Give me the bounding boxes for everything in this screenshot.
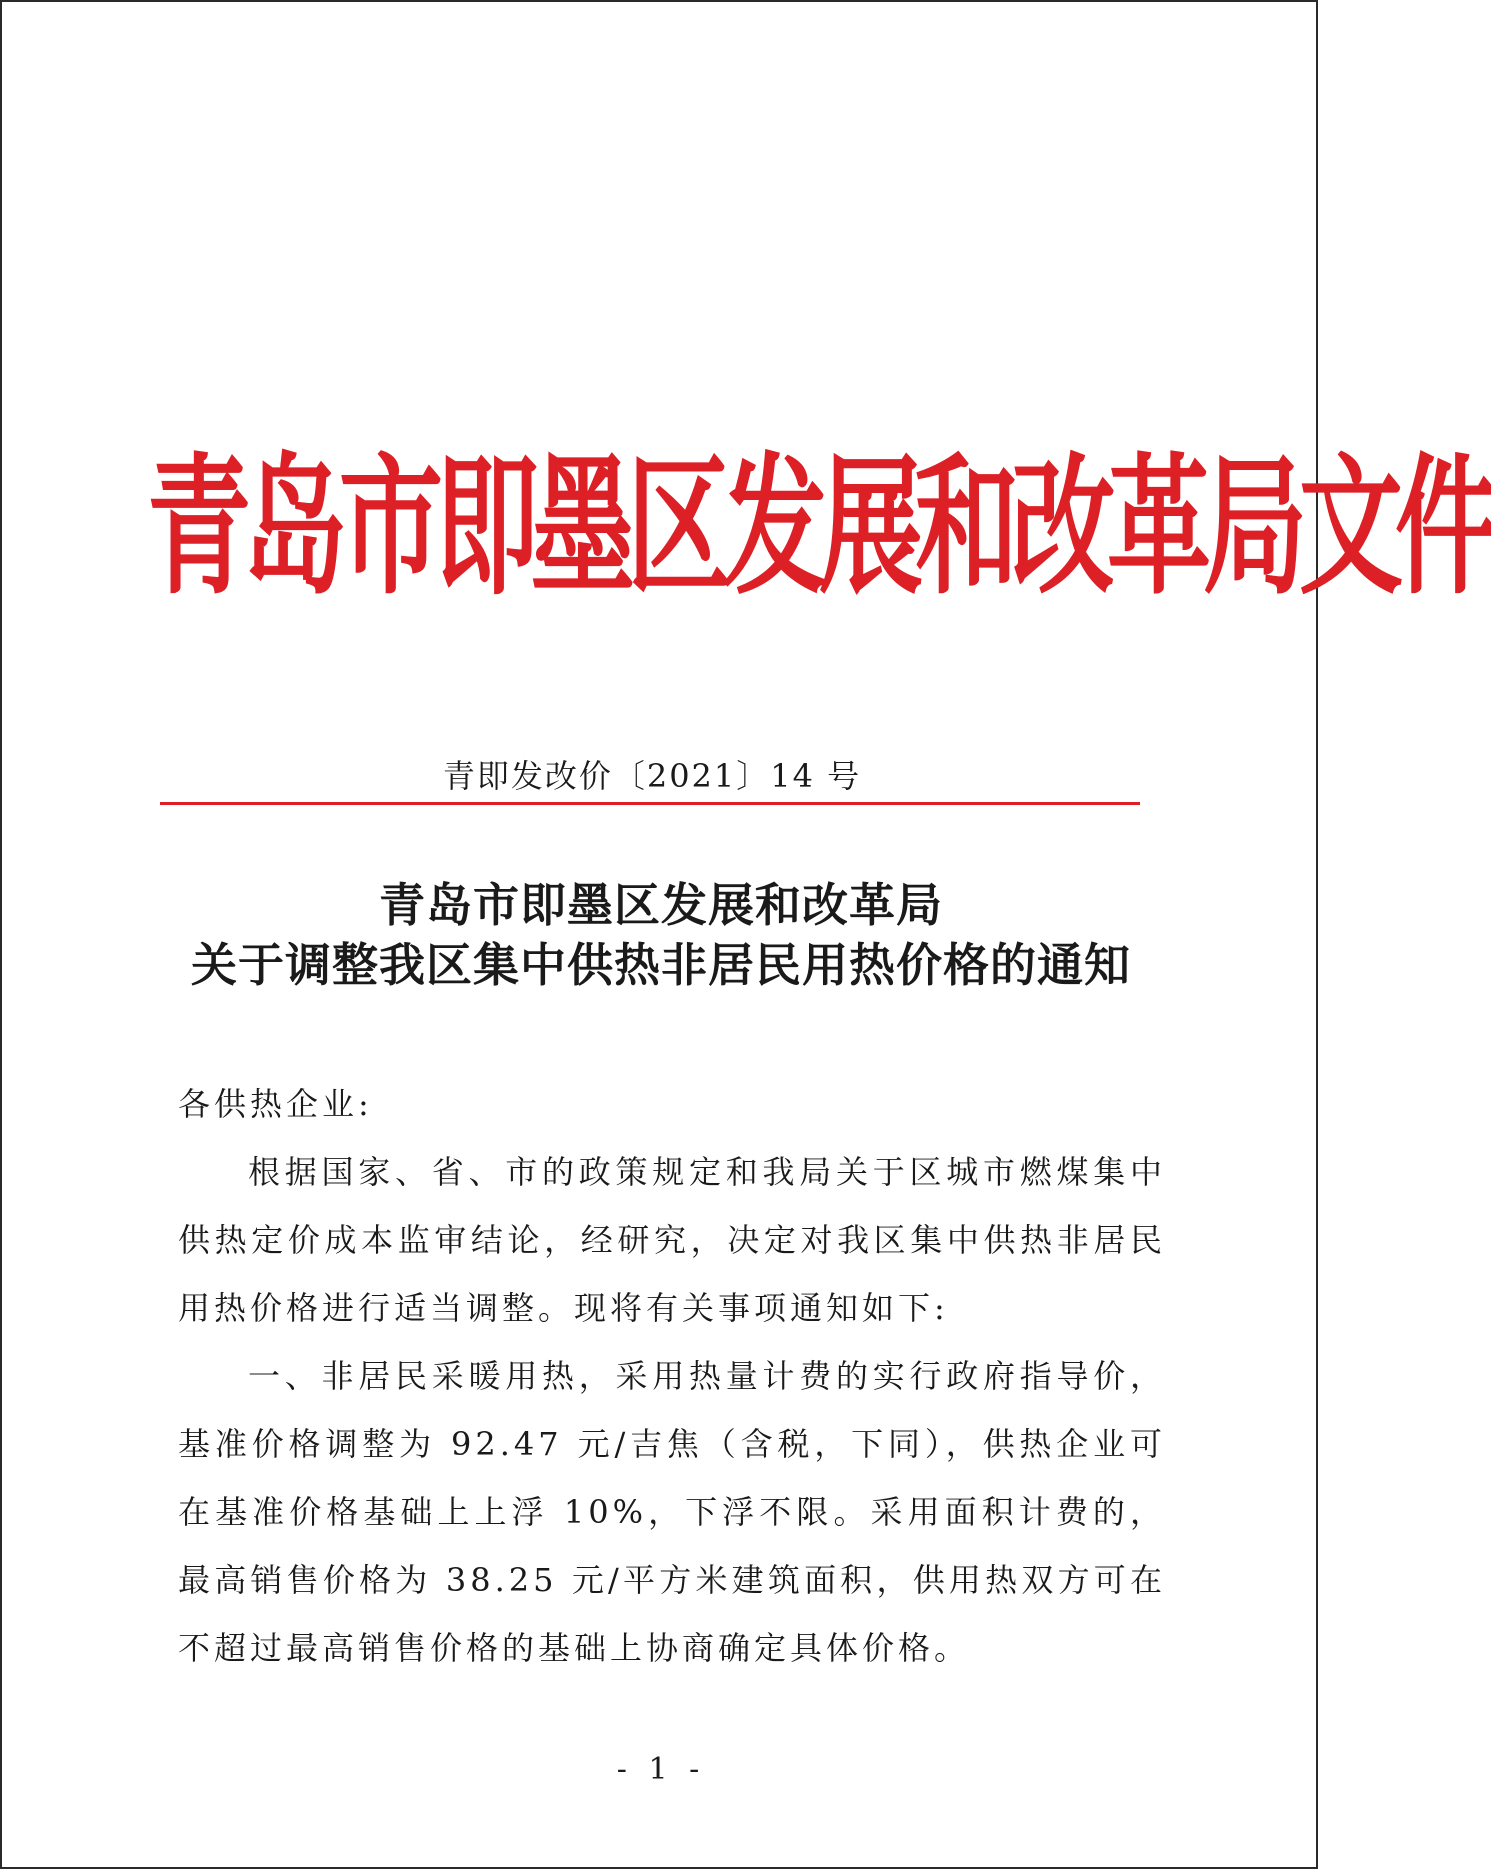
salutation: 各供热企业: — [178, 1085, 373, 1123]
body-paragraph-2: 一、非居民采暖用热，采用热量计费的实行政府指导价，基准价格调整为 92.47 元/吉焦（含税，下同），供热企业可在基准价格基础上上浮 10%，下浮不限。采用面积计费的，最高销售价格为 38.25 元/平方米建筑面积，供用热双方可在不超过最高销售价格的基础上协商确定具体价格。 — [178, 1357, 1166, 1667]
page-number: - 1 - — [616, 1752, 706, 1787]
notice-title-line-2: 关于调整我区集中供热非居民用热价格的通知 — [191, 938, 1131, 992]
masthead-title: 青岛市即墨区发展和改革局文件 — [147, 438, 1491, 616]
document-number: 青即发改价〔2021〕14 号 — [442, 757, 862, 795]
body-paragraph-1: 根据国家、省、市的政策规定和我局关于区城市燃煤集中供热定价成本监审结论，经研究，决定对我区集中供热非居民用热价格进行适当调整。现将有关事项通知如下: — [178, 1153, 1166, 1327]
notice-title-line-1: 青岛市即墨区发展和改革局 — [379, 878, 943, 932]
red-divider-line — [160, 802, 1140, 805]
